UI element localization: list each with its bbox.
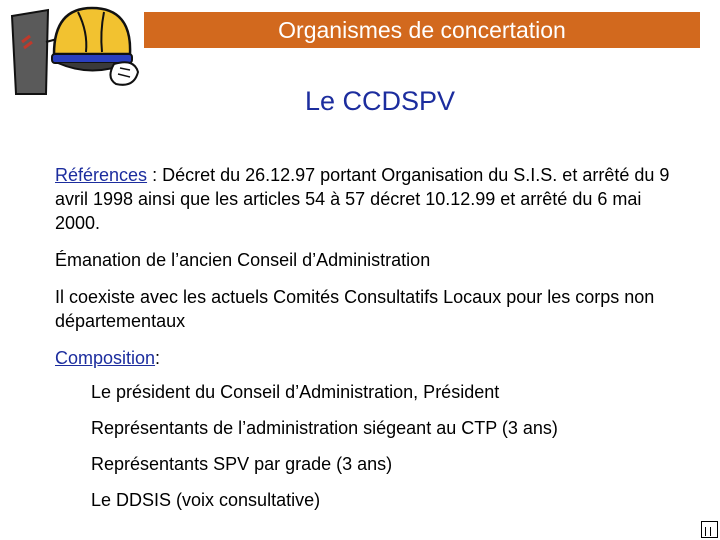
slide-title-bar xyxy=(144,12,700,48)
references-label[interactable]: Références xyxy=(55,165,148,185)
firefighter-helmet-icon xyxy=(8,2,140,96)
composition-label[interactable]: Composition xyxy=(55,348,156,368)
composition-list xyxy=(55,380,685,512)
composition-item: Représentants de l’administration siégeant au CTP (3 ans) xyxy=(91,418,558,438)
emanation-paragraph: Émanation de l’ancien Conseil d’Administration xyxy=(55,250,431,270)
composition-item: Le DDSIS (voix consultative) xyxy=(91,490,321,510)
composition-item: Représentants SPV par grade (3 ans) xyxy=(91,454,393,474)
slide-content xyxy=(55,163,685,524)
coexistence-paragraph: Il coexiste avec les actuels Comités Consultatifs Locaux pour les corps non départementaux xyxy=(55,287,655,331)
composition-item: Le président du Conseil d’Administration, Président xyxy=(91,382,500,402)
references-text: : Décret du 26.12.97 portant Organisation du S.I.S. et arrêté du 9 avril 1998 ainsi que les articles 54 à 57 décret 10.12.99 et arrêté du 6 mai 2000. xyxy=(55,165,670,233)
composition-heading xyxy=(55,346,685,370)
slide-title: Organismes de concertation xyxy=(278,17,566,43)
slide-subtitle: Le CCDSPV xyxy=(304,86,456,116)
composition-suffix: : xyxy=(155,348,161,368)
page-number-mark-icon xyxy=(701,521,718,538)
references-paragraph xyxy=(55,163,685,235)
